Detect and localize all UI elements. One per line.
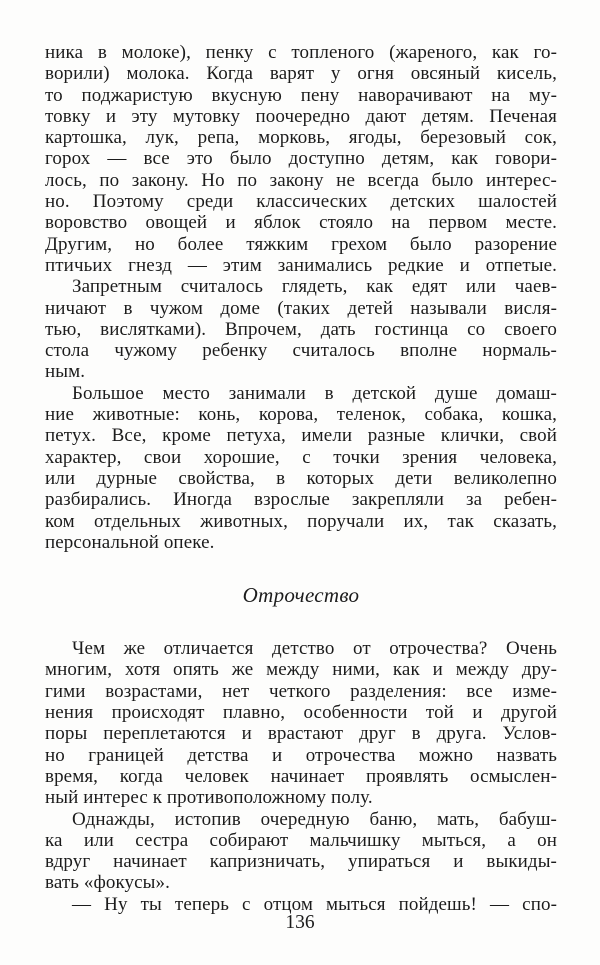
text-line: товку и эту мутовку поочередно дают детям. Печеная — [45, 105, 557, 127]
text-line: птичьих гнезд — этим занимались редкие и отпетые. — [45, 254, 557, 276]
text-line: вать «фокусы». — [45, 872, 171, 894]
text-line: горох — все это было доступно детям, как говори- — [45, 148, 557, 170]
paragraph — [45, 809, 557, 894]
text-line: поры переплетаются и врастают друг в друга. Услов- — [45, 723, 557, 745]
text-line: ка или сестра собирают мальчишку мыться, а он — [45, 829, 557, 851]
text-line: разбирались. Иногда взрослые закрепляли за ребен- — [45, 489, 557, 511]
text-line: — Ну ты теперь с отцом мыться пойдешь! — спо- — [72, 893, 557, 915]
text-line: гими возрастами, нет четкого разделения: все изме- — [45, 680, 557, 702]
text-line: вдруг начинает капризничать, упираться и выкиды- — [45, 851, 557, 873]
text-line: ным. — [45, 361, 86, 383]
text-line: но. Поэтому среди классических детских шалостей — [45, 191, 557, 213]
text-line: ный интерес к противоположному полу. — [45, 787, 373, 809]
text-line: воровство овощей и яблок стояло на первом месте. — [45, 212, 557, 234]
paragraph — [45, 42, 557, 276]
paragraph — [45, 638, 557, 808]
text-line: ника в молоке), пенку с топленого (жареного, как го- — [45, 42, 557, 63]
text-block — [45, 42, 557, 915]
text-line: характер, свои хорошие, с точки зрения человека, — [45, 446, 557, 468]
text-line: ворили) молока. Когда варят у огня овсяный кисель, — [45, 63, 557, 85]
text-line: Большое место занимали в детской душе домаш- — [72, 382, 557, 404]
paragraph — [45, 383, 557, 553]
text-line: персональной опеке. — [45, 531, 215, 553]
text-line: лось, по закону. Но по закону не всегда было интерес- — [45, 169, 557, 191]
paragraph — [45, 276, 557, 382]
text-line: ком отдельных животных, поручали их, так сказать, — [45, 510, 557, 532]
text-line: время, когда человек начинает проявлять осмыслен- — [45, 765, 557, 787]
page-number: 136 — [285, 912, 315, 933]
text-line: Запретным считалось глядеть, как едят или чаев- — [72, 276, 557, 298]
text-line: Однажды, истопив очередную баню, мать, бабуш- — [72, 808, 557, 830]
text-line: петух. Все, кроме петуха, имели разные клички, свой — [45, 425, 557, 447]
text-line: тью, вислятками). Впрочем, дать гостинца со своего — [45, 318, 557, 340]
text-line: многим, хотя опять же между ними, как и между дру- — [45, 659, 557, 681]
text-line: картошка, лук, репа, морковь, ягоды, березовый сок, — [45, 127, 557, 149]
text-line: или дурные свойства, в которых дети великолепно — [45, 467, 557, 489]
text-line: Чем же отличается детство от отрочества? Очень — [72, 638, 557, 660]
section-heading: Отрочество — [242, 583, 360, 608]
text-line: то поджаристую вкусную пену наворачивают на му- — [45, 84, 557, 106]
text-line: нения происходят плавно, особенности той и другой — [45, 702, 557, 724]
text-line: Другим, но более тяжким грехом было разорение — [45, 233, 557, 255]
text-line: но границей детства и отрочества можно назвать — [45, 744, 557, 766]
text-line: стола чужому ребенку считалось вполне нормаль- — [45, 340, 557, 362]
text-line: ние животные: конь, корова, теленок, собака, кошка, — [45, 404, 557, 426]
text-line: ничают в чужом доме (таких детей называли висля- — [45, 297, 557, 319]
